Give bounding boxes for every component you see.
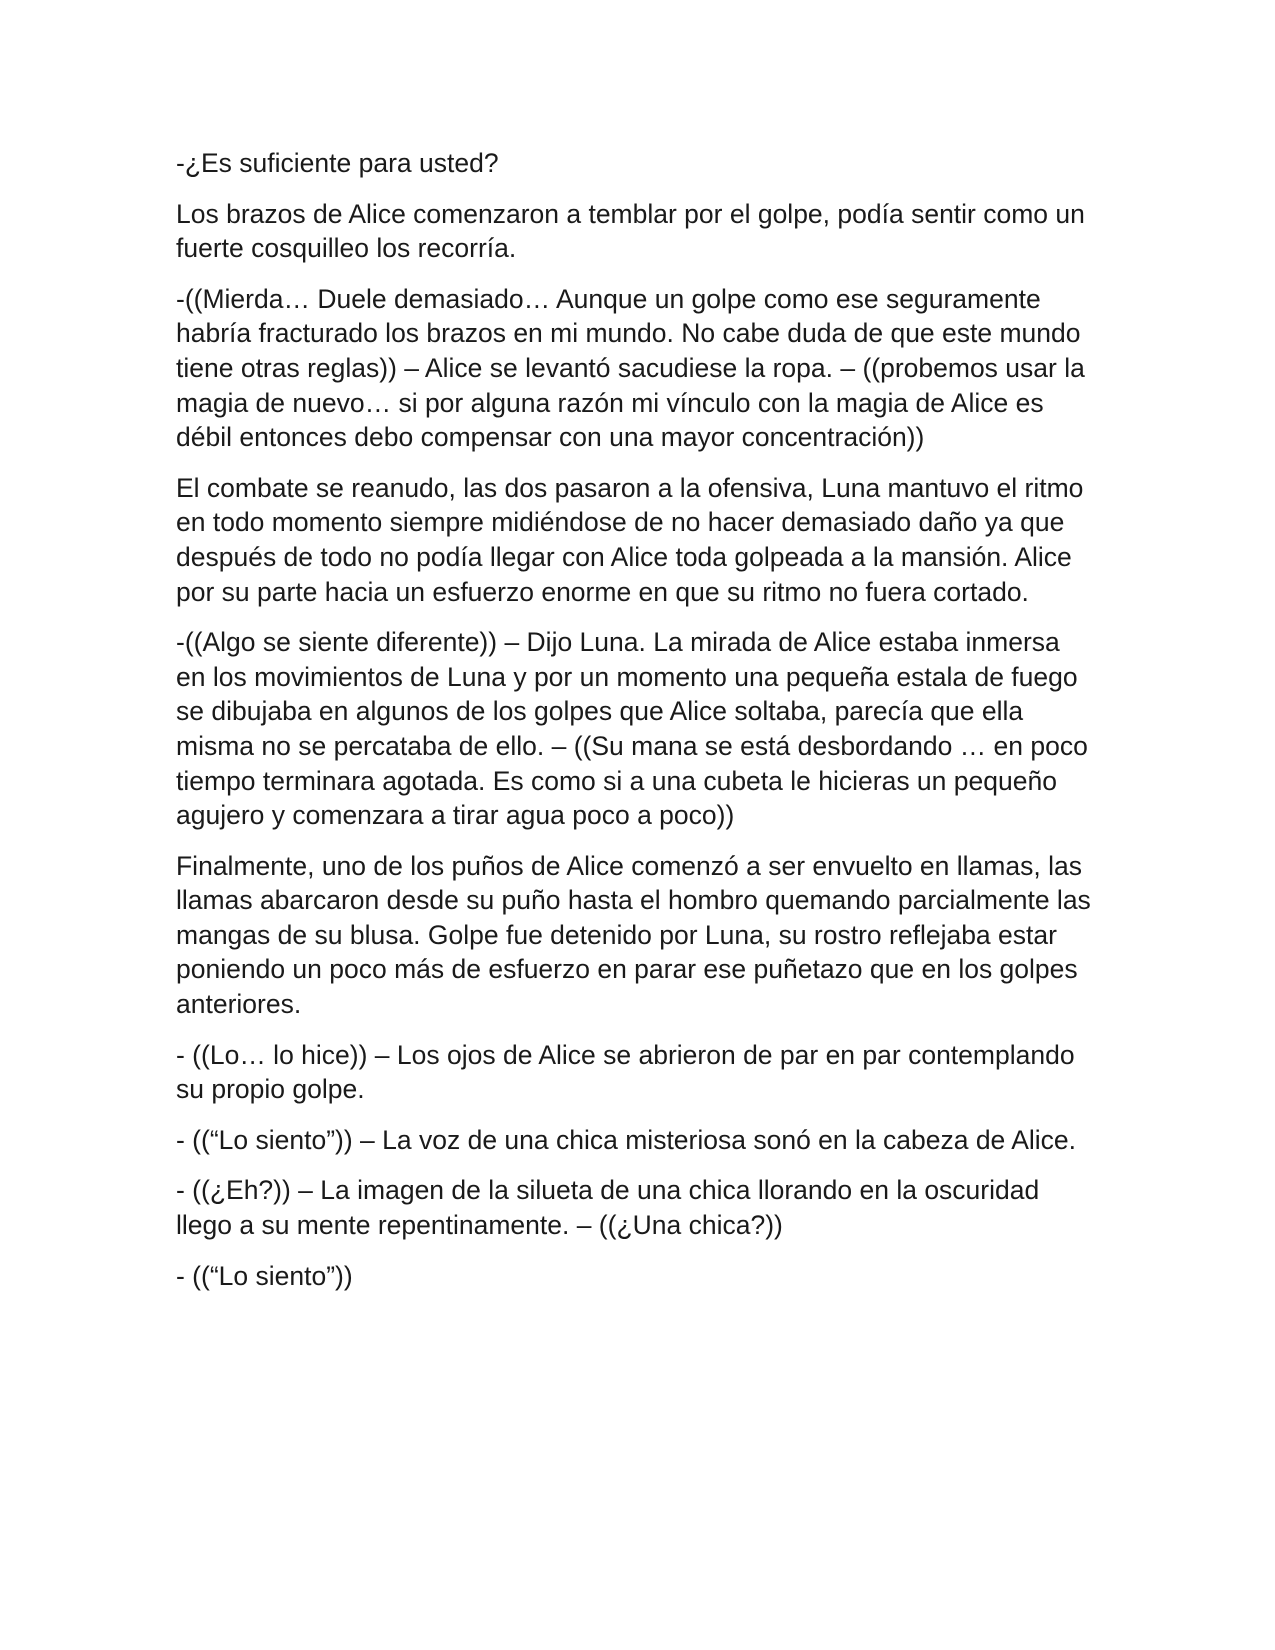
paragraph: Finalmente, uno de los puños de Alice comenzó a ser envuelto en llamas, las llamas abarcaron desde su puño hasta el hombro quemando parcialmente las mangas de su blusa. Golpe fue detenido por Luna, su rostro reflejaba estar poniendo un poco más de esfuerzo en parar ese puñetazo que en los golpes anteriores.: [176, 850, 1091, 1020]
document-page: [176, 146, 1096, 1309]
paragraph: El combate se reanudo, las dos pasaron a la ofensiva, Luna mantuvo el ritmo en todo momento siempre midiéndose de no hacer demasiado daño ya que después de todo no podía llegar con Alice toda golpeada a la mansión. Alice por su parte hacia un esfuerzo enorme en que su ritmo no fuera cortado.: [176, 472, 1084, 607]
paragraph: -¿Es suficiente para usted?: [176, 148, 499, 178]
paragraph: -((Mierda… Duele demasiado… Aunque un golpe como ese seguramente habría fracturado los brazos en mi mundo. No cabe duda de que este mundo tiene otras reglas)) – Alice se levantó sacudiese la ropa. – ((probemos usar la magia de nuevo… si por alguna razón mi vínculo con la magia de Alice es débil entonces debo compensar con una mayor concentración)): [176, 283, 1085, 453]
paragraph: - ((“Lo siento”)): [176, 1260, 353, 1291]
paragraph: Los brazos de Alice comenzaron a temblar por el golpe, podía sentir como un fuerte cosquilleo los recorría.: [176, 198, 1085, 264]
paragraph: - ((Lo… lo hice)) – Los ojos de Alice se abrieron de par en par contemplando su propio golpe.: [176, 1039, 1075, 1105]
paragraph: - ((¿Eh?)) – La imagen de la silueta de una chica llorando en la oscuridad llego a su mente repentinamente. – ((¿Una chica?)): [176, 1175, 1040, 1241]
paragraph: -((Algo se siente diferente)) – Dijo Luna. La mirada de Alice estaba inmersa en los movimientos de Luna y por un momento una pequeña estala de fuego se dibujaba en algunos de los golpes que Alice soltaba, parecía que ella misma no se percataba de ello. – ((Su mana se está desbordando … en poco tiempo terminara agotada. Es como si a una cubeta le hicieras un pequeño agujero y comenzara a tirar agua poco a poco)): [176, 627, 1088, 831]
paragraph: - ((“Lo siento”)) – La voz de una chica misteriosa sonó en la cabeza de Alice.: [176, 1124, 1076, 1155]
